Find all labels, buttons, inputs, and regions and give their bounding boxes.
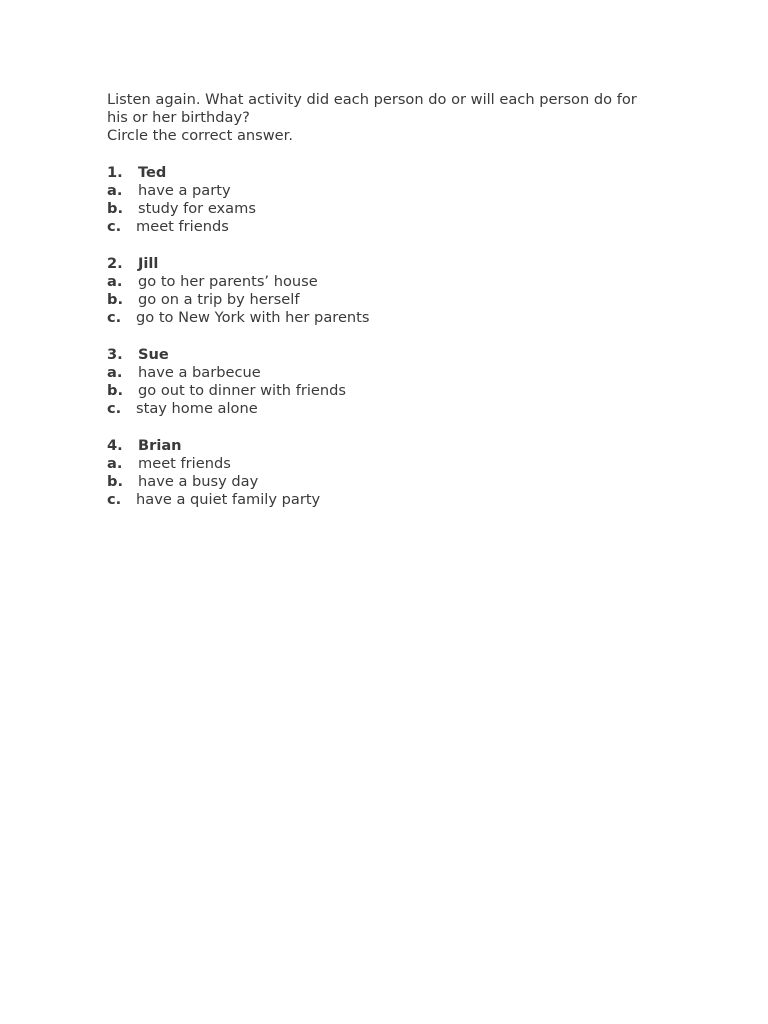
question-header: [107, 164, 667, 182]
answer-option-b[interactable]: [107, 200, 667, 218]
option-letter: b.: [107, 382, 123, 400]
option-letter: a.: [107, 455, 123, 472]
answer-option-b[interactable]: [107, 473, 667, 491]
question-brian: [107, 437, 667, 510]
answer-option-b[interactable]: [107, 291, 667, 309]
option-letter: b.: [107, 291, 123, 309]
instructions: [107, 91, 667, 146]
option-letter: c.: [107, 218, 122, 236]
question-sue: [107, 346, 667, 419]
option-text: have a barbecue: [138, 364, 261, 381]
option-letter: a.: [107, 273, 123, 290]
answer-option-c[interactable]: [107, 218, 667, 236]
instructions-line-1: Listen again. What activity did each person do or will each person do for: [107, 91, 637, 108]
option-text: go on a trip by herself: [138, 291, 300, 309]
question-number: 2.: [107, 254, 123, 272]
worksheet-page: [107, 91, 667, 510]
option-letter: b.: [107, 473, 123, 491]
answer-option-c[interactable]: [107, 400, 667, 418]
instructions-line-2: his or her birthday?: [107, 109, 250, 127]
option-text: go out to dinner with friends: [138, 382, 346, 400]
option-text: study for exams: [138, 200, 256, 218]
option-letter: a.: [107, 364, 123, 381]
option-letter: c.: [107, 309, 122, 327]
answer-option-c[interactable]: [107, 491, 667, 509]
answer-option-c[interactable]: [107, 309, 667, 327]
person-name: Brian: [138, 436, 182, 454]
answer-option-a[interactable]: [107, 182, 667, 200]
option-letter: c.: [107, 491, 122, 509]
option-text: have a quiet family party: [136, 491, 321, 509]
question-header: [107, 255, 667, 273]
option-text: go to New York with her parents: [136, 309, 370, 327]
question-number: 4.: [107, 436, 123, 454]
question-jill: [107, 255, 667, 328]
option-text: stay home alone: [136, 400, 258, 418]
person-name: Sue: [138, 345, 169, 363]
answer-option-a[interactable]: [107, 364, 667, 382]
option-letter: a.: [107, 182, 123, 199]
answer-option-b[interactable]: [107, 382, 667, 400]
person-name: Ted: [138, 163, 167, 181]
option-text: go to her parents’ house: [138, 273, 318, 290]
option-text: have a busy day: [138, 473, 259, 491]
option-text: meet friends: [138, 455, 231, 472]
person-name: Jill: [138, 254, 159, 272]
question-number: 1.: [107, 163, 123, 181]
option-letter: c.: [107, 400, 122, 418]
question-number: 3.: [107, 345, 123, 363]
question-header: [107, 346, 667, 364]
answer-option-a[interactable]: [107, 273, 667, 291]
option-text: meet friends: [136, 218, 229, 236]
instructions-line-3: Circle the correct answer.: [107, 127, 293, 145]
question-ted: [107, 164, 667, 237]
option-text: have a party: [138, 182, 231, 199]
answer-option-a[interactable]: [107, 455, 667, 473]
question-header: [107, 437, 667, 455]
option-letter: b.: [107, 200, 123, 218]
